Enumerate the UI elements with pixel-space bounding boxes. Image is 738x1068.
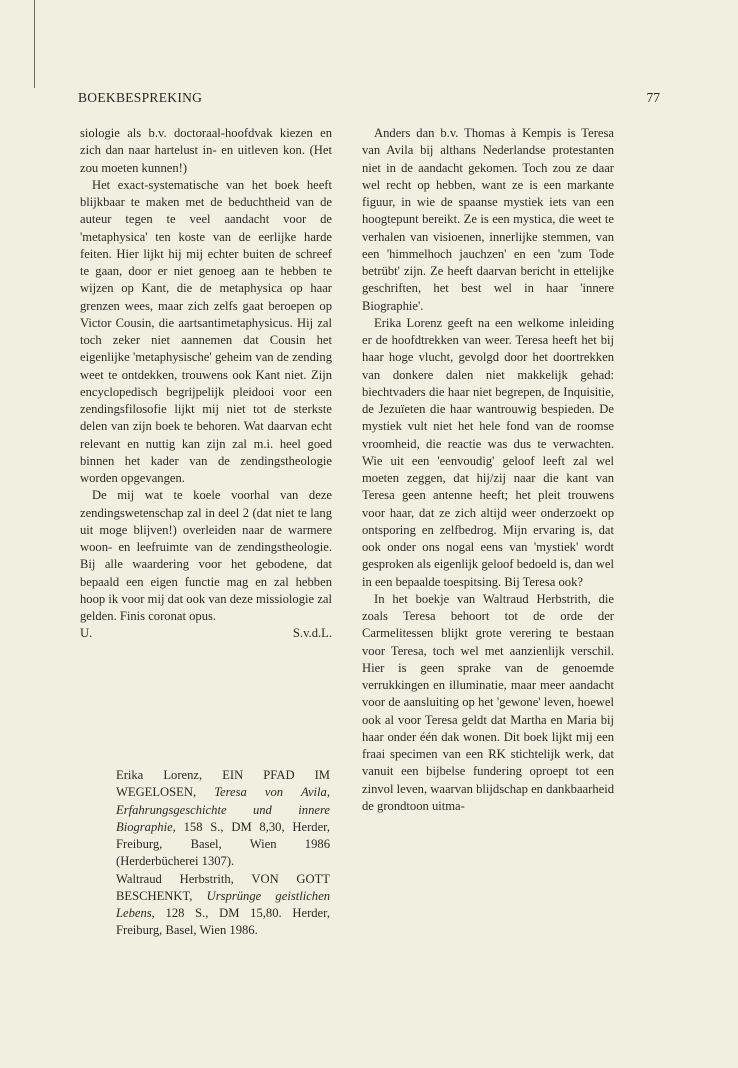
- paragraph: In het boekje van Waltraud Herbstrith, die zoals Teresa behoort tot de orde der Carmelitessen blijkt grote verering te bestaan voor Teresa, toch wel met aanzienlijk verschil. Hier is geen sprake van de genoemde verrukkingen en illuminatie, maar meer aandacht voor de aansluiting op het 'gewone' leven, hoewel ook al voor Teresa geldt dat Martha en Maria bij haar onder één dak wonen. Dit boek lijkt mij een fraai specimen van een RK stichtelijk werk, dat vanuit een bijbelse fundering oproept tot een zinvol leven, waarvan blijdschap en dankbaarheid de grondtoon uitma-: [362, 591, 614, 813]
- left-column: [80, 125, 332, 643]
- book2-title: VON GOTT BESCHENKT,: [116, 871, 331, 903]
- page-number: 77: [646, 90, 660, 105]
- paragraph: Het exact-systematische van het boek heeft blijkbaar te maken met de beduchtheid van de auteur tegen te veel aandacht voor de 'metaphysica' ten koste van de eerlijke harde feiten. Hier lijkt hij mij echter buiten de schreef te gaan, door er niet genoeg aan te hebben te wijzen op Kant, die de metaphysica op haar grenzen wees, maar zich zelfs gaat beroepen op Victor Cousin, die aartsantimetaphysicus. Hij zal toch zeker niet aannemen dat Cousin het eigenlijke 'metaphysische' geheim van de zending weet te ontdekken, trouwens ook Kant niet. Zijn encyclopedisch begrijpelijk pleidooi voor een zendingsfilosofie lijkt mij niet tot de sterkste delen van zijn boek te behoren. Wat daarvan echt relevant en nuttig kan zijn zal m.i. heel goed binnen het kader van de zendingstheologie worden opgevangen.: [80, 177, 332, 485]
- book1-subtitle: Teresa von Avila, Erfahrungsgeschichte und innere Biographie,: [116, 785, 330, 834]
- book1-title: EIN PFAD IM WEGELOSEN,: [116, 768, 331, 800]
- paragraph: siologie als b.v. doctoraal-hoofdvak kiezen en zich dan naar hartelust in- en uitleven kon. (Het zou moeten kunnen!): [80, 126, 332, 175]
- book-entry-2: [116, 871, 330, 940]
- signature-right: S.v.d.L.: [292, 626, 332, 641]
- book1-author: Erika Lorenz,: [116, 768, 203, 782]
- paragraph: Anders dan b.v. Thomas à Kempis is Teresa van Avila bij althans Nederlandse protestanten niet in de aandacht gekomen. Toch zou ze daar wel recht op hebben, want ze is een markante figuur, in wie de spaanse mystiek iets van een hoogtepunt bereikt. Ze is een mystica, die weet te verhalen van visioenen, innerlijke stemmen, van een 'himmelhoch jauchzen' en een 'zum Tode betrübt' zijn. Ze heeft daarvan bericht in ettelijke geschriften, het best wel in haar 'innere Biographie'.: [362, 126, 614, 313]
- signature-left: U.: [80, 626, 93, 641]
- book2-details: 128 S., DM 15,80. Herder, Freiburg, Basel, Wien 1986.: [116, 906, 330, 938]
- right-column: [362, 125, 614, 815]
- book-entry-1: [116, 767, 330, 871]
- paragraph: Erika Lorenz geeft na een welkome inleiding er de hoofdtrekken van weer. Teresa heeft het bij haar hoge vlucht, gevolgd door het doortrekken van donkere dalen niet makkelijk gehad: biechtvaders die haar niet begrepen, de Inquisitie, de Jezuïeten die haar wantrouwig bespieden. De mystiek vult niet het hele fond van de roomse vroomheid, die reactie was dus te verwachten. Wie uit een 'eenvoudig' geloof leeft zal wel moeten zeggen, dat hij/zij naar die kant van Teresa geen antenne heeft; het pleit trouwens voor haar, dat ze zich altijd weer onderzoekt op ontsporing en zelfbedrog. Mijn ervaring is, dat ook onder ons nogal eens van 'mystiek' wordt gesproken als eigenlijk geloof bedoeld is, dan wel in een bepaalde toespitsing. Bij Teresa ook?: [362, 315, 614, 589]
- book-review-heading: [116, 767, 330, 940]
- book2-author: Waltraud Herbstrith,: [116, 871, 234, 886]
- paragraph: De mij wat te koele voorhal van deze zendingswetenschap zal in deel 2 (dat niet te lang uit moge blijven!) overleiden naar de warmere woon- en leefruimte van de zendingstheologie. Bij alle waardering voor het gebodene, dat bepaald een eigen functie mag en zal hebben hoop ik voor mij dat ook van deze missiologie zal gelden. Finis coronat opus.: [80, 488, 332, 623]
- section-title: BOEKBESPREKING: [78, 90, 203, 105]
- book2-subtitle: Ursprünge geistlichen Lebens,: [116, 888, 330, 920]
- running-header: [78, 90, 660, 110]
- margin-line: [34, 0, 35, 88]
- book1-details: 158 S., DM 8,30, Herder, Freiburg, Basel, Wien 1986 (Herderbücherei 1307).: [116, 819, 330, 869]
- signature-line: [80, 625, 332, 642]
